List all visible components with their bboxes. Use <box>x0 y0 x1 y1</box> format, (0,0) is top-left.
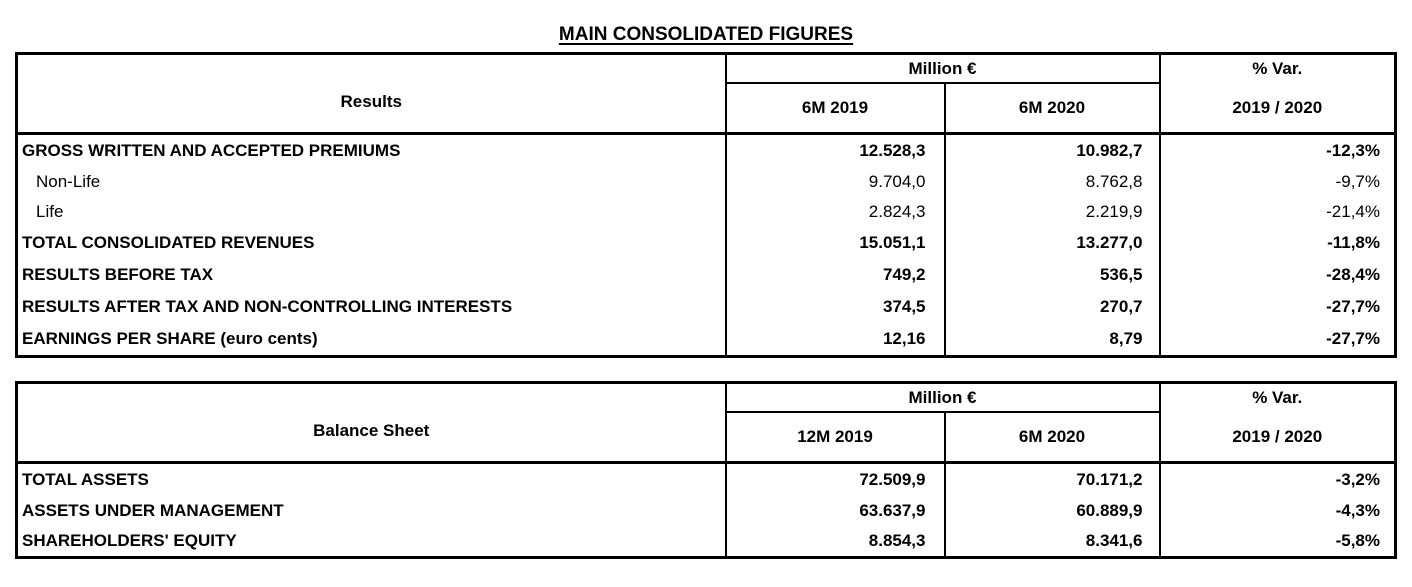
results-var-period: 2019 / 2020 <box>1160 83 1396 134</box>
row-value-6m2020: 536,5 <box>945 259 1160 291</box>
row-label: TOTAL ASSETS <box>22 470 149 489</box>
row-value-6m2019: 2.824,3 <box>726 197 945 227</box>
row-value-6m2019: 15.051,1 <box>726 227 945 259</box>
row-label: Non-Life <box>36 172 101 191</box>
row-label-suffix: (euro cents) <box>215 329 318 348</box>
balance-var-period: 2019 / 2020 <box>1160 412 1396 463</box>
row-variation: -27,7% <box>1160 291 1396 323</box>
row-value-12m2019: 8.854,3 <box>726 526 945 558</box>
row-value-6m2020: 2.219,9 <box>945 197 1160 227</box>
row-label-main: EARNINGS PER SHARE <box>22 329 216 348</box>
table-row <box>17 197 1396 227</box>
row-label: TOTAL CONSOLIDATED REVENUES <box>22 233 315 252</box>
row-value-6m2020: 270,7 <box>945 291 1160 323</box>
row-label: Life <box>36 202 64 221</box>
row-value-6m2020: 8,79 <box>945 323 1160 357</box>
row-value-6m2020: 13.277,0 <box>945 227 1160 259</box>
row-label: SHAREHOLDERS' EQUITY <box>22 531 237 550</box>
balance-sheet-table <box>15 381 1397 559</box>
row-value-6m2020: 8.762,8 <box>945 167 1160 197</box>
row-variation: -21,4% <box>1160 197 1396 227</box>
row-label <box>17 323 726 357</box>
balance-var-header: % Var. <box>1160 383 1396 413</box>
results-unit-header: Million € <box>726 54 1160 84</box>
table-row <box>17 526 1396 558</box>
row-variation: -5,8% <box>1160 526 1396 558</box>
row-value-6m2019: 9.704,0 <box>726 167 945 197</box>
row-value-6m2020: 10.982,7 <box>945 134 1160 168</box>
row-value-6m2019: 374,5 <box>726 291 945 323</box>
row-variation: -9,7% <box>1160 167 1396 197</box>
table-row <box>17 259 1396 291</box>
balance-label-header: Balance Sheet <box>17 383 726 463</box>
table-row <box>17 227 1396 259</box>
row-value-6m2019: 12.528,3 <box>726 134 945 168</box>
table-row <box>17 134 1396 168</box>
row-value-6m2019: 12,16 <box>726 323 945 357</box>
results-period-2: 6M 2020 <box>945 83 1160 134</box>
page-title <box>0 22 1412 48</box>
balance-unit-header: Million € <box>726 383 1160 413</box>
row-label: RESULTS AFTER TAX AND NON-CONTROLLING INTERESTS <box>22 297 513 316</box>
row-label: GROSS WRITTEN AND ACCEPTED PREMIUMS <box>22 141 401 160</box>
row-label: ASSETS UNDER MANAGEMENT <box>22 501 284 520</box>
row-value-6m2019: 749,2 <box>726 259 945 291</box>
row-variation: -12,3% <box>1160 134 1396 168</box>
row-value-6m2020: 70.171,2 <box>945 463 1160 497</box>
table-row <box>17 496 1396 526</box>
results-table <box>15 52 1397 358</box>
row-label: RESULTS BEFORE TAX <box>22 265 214 284</box>
results-period-1: 6M 2019 <box>726 83 945 134</box>
row-variation: -4,3% <box>1160 496 1396 526</box>
table-row <box>17 291 1396 323</box>
row-value-12m2019: 72.509,9 <box>726 463 945 497</box>
results-var-header: % Var. <box>1160 54 1396 84</box>
row-value-6m2020: 8.341,6 <box>945 526 1160 558</box>
row-variation: -28,4% <box>1160 259 1396 291</box>
balance-period-2: 6M 2020 <box>945 412 1160 463</box>
table-row <box>17 463 1396 497</box>
row-variation: -11,8% <box>1160 227 1396 259</box>
row-value-12m2019: 63.637,9 <box>726 496 945 526</box>
page-title-text: MAIN CONSOLIDATED FIGURES <box>558 24 854 45</box>
row-variation: -27,7% <box>1160 323 1396 357</box>
table-row <box>17 323 1396 357</box>
row-variation: -3,2% <box>1160 463 1396 497</box>
balance-period-1: 12M 2019 <box>726 412 945 463</box>
results-label-header: Results <box>17 54 726 134</box>
table-row <box>17 167 1396 197</box>
row-value-6m2020: 60.889,9 <box>945 496 1160 526</box>
